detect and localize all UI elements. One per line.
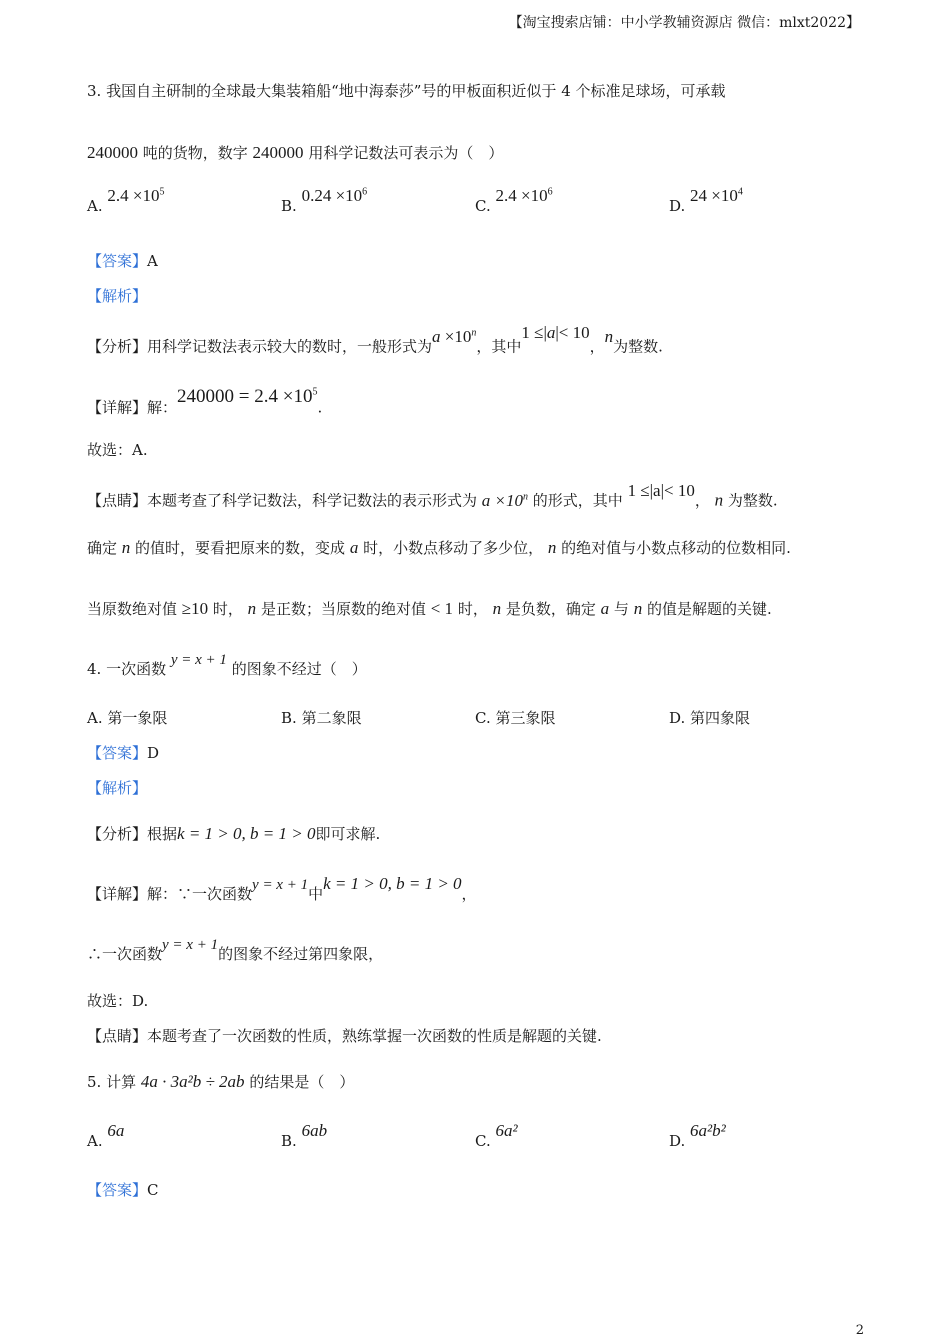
option-label: C. <box>475 197 491 215</box>
formula: y = x + 1 <box>252 877 309 893</box>
formula: k = 1 > 0, b = 1 > 0 <box>323 874 462 893</box>
formula: k = 1 > 0, b = 1 > 0 <box>177 824 316 843</box>
q5-option-b: B. 6ab <box>281 1121 328 1150</box>
q4-option-c: C. 第三象限 <box>475 709 556 727</box>
page-header: 【淘宝搜索店铺：中小学教辅资源店 微信：mlxt2022】 <box>508 15 860 31</box>
q3-stem-line1: 3. 我国自主研制的全球最大集装箱船“地中海泰莎”号的甲板面积近似于 4 个标准足球场，可承载 <box>87 82 726 100</box>
q4-option-d: D. 第四象限 <box>669 709 751 727</box>
q3-option-c <box>475 186 553 216</box>
option-value: $24 \times 10^4$ <box>690 186 743 205</box>
q3-comment-line3: 当原数绝对值 ≥10 时， n 是正数；当原数的绝对值 < 1 时， n 是负数，确定 a 与 n 的值是解题的关键. <box>87 599 772 618</box>
q5-stem: 5. 计算 4a · 3a²b ÷ 2ab 的结果是（ ） <box>87 1072 355 1091</box>
q4-detail: 【详解】解：∵一次函数y = x + 1中k = 1 > 0, b = 1 > 0， <box>87 874 477 903</box>
q3-detail: 【详解】解：$240000 = 2.4 \times 10^5$. <box>87 386 323 417</box>
formula: $a \times 10^n$ <box>432 326 477 346</box>
q4-option-b: B. 第二象限 <box>281 709 362 727</box>
answer-tag: 【答案】 <box>87 252 148 270</box>
option-value: $2.4 \times 10^5$ <box>107 186 165 205</box>
q3-option-d <box>669 186 743 216</box>
q3-answer <box>87 250 158 272</box>
q3-number-2: 240000 <box>252 143 304 162</box>
q3-option-a <box>87 186 165 216</box>
formula: y = x + 1 <box>162 937 219 953</box>
q4-comment: 【点睛】本题考查了一次函数的性质，熟练掌握一次函数的性质是解题的关键. <box>87 1027 602 1045</box>
q3-jiexi <box>87 285 147 307</box>
q5-option-c: C. 6a² <box>475 1121 518 1150</box>
q3-comment-line1: 【点睛】本题考查了科学记数法，科学记数法的表示形式为 $a \times 10^n$ 的形式，其中 1 ≤|a|< 10， n 为整数. <box>87 480 778 510</box>
answer-tag: 【答案】 <box>87 744 148 762</box>
jiexi-tag: 【解析】 <box>87 779 148 797</box>
answer-tag: 【答案】 <box>87 1181 148 1199</box>
analysis-tag: 【分析】 <box>87 337 148 356</box>
comment-tag: 【点睛】 <box>87 491 148 510</box>
formula: 1 ≤|a|< 10 <box>521 322 590 342</box>
q3-number-1: 240000 <box>87 143 138 162</box>
answer-value: D <box>147 744 160 762</box>
q3-stem-text-2: 用科学记数法可表示为（ ） <box>303 144 504 162</box>
formula: y = x + 1 <box>170 652 227 668</box>
page-number: 2 <box>855 1323 864 1338</box>
q3-option-b <box>281 186 368 216</box>
q4-analysis: 【分析】根据k = 1 > 0, b = 1 > 0即可求解. <box>87 824 381 843</box>
formula: n <box>604 326 614 346</box>
q3-comment-line2: 确定 n 的值时，要看把原来的数，变成 a 时，小数点移动了多少位， n 的绝对值与小数点移动的位数相同. <box>87 538 791 557</box>
detail-tag: 【详解】 <box>87 398 148 417</box>
q5-answer <box>87 1179 159 1201</box>
q3-stem-text-1: 吨的货物，数字 <box>138 144 253 162</box>
q5-option-a: A. 6a <box>87 1121 125 1150</box>
q4-option-a: A. 第一象限 <box>87 709 168 727</box>
q4-choose: 故选：D. <box>87 992 149 1010</box>
formula: 4a · 3a²b ÷ 2ab <box>140 1072 245 1091</box>
formula: $a \times 10^n$ <box>481 490 529 510</box>
q3-stem-line2 <box>87 142 503 164</box>
analysis-tag: 【分析】 <box>87 825 148 843</box>
q4-jiexi <box>87 777 147 799</box>
q4-answer <box>87 742 159 764</box>
q4-therefore: ∴一次函数y = x + 1的图象不经过第四象限， <box>87 937 384 963</box>
detail-tag: 【详解】 <box>87 885 148 903</box>
q5-option-d: D. 6a²b² <box>669 1121 726 1150</box>
option-label: B. <box>281 197 297 215</box>
q3-analysis: 【分析】用科学记数法表示较大的数时，一般形式为$a \times 10^n$，其中1 ≤|a|< 10，n为整数. <box>87 322 663 356</box>
q3-choose: 故选：A. <box>87 441 148 459</box>
comment-tag: 【点睛】 <box>87 1027 148 1045</box>
formula: 1 ≤|a|< 10 <box>627 480 695 500</box>
answer-value: C <box>147 1181 159 1199</box>
formula: $240000 = 2.4 \times 10^5$ <box>177 386 318 408</box>
option-label: A. <box>87 197 103 215</box>
jiexi-tag: 【解析】 <box>87 287 148 305</box>
option-value: $2.4 \times 10^6$ <box>495 186 553 205</box>
q4-stem: 4. 一次函数 y = x + 1 的图象不经过（ ） <box>87 652 367 678</box>
answer-value: A <box>147 252 158 270</box>
option-label: D. <box>669 197 686 215</box>
option-value: $0.24 \times 10^6$ <box>301 186 368 205</box>
